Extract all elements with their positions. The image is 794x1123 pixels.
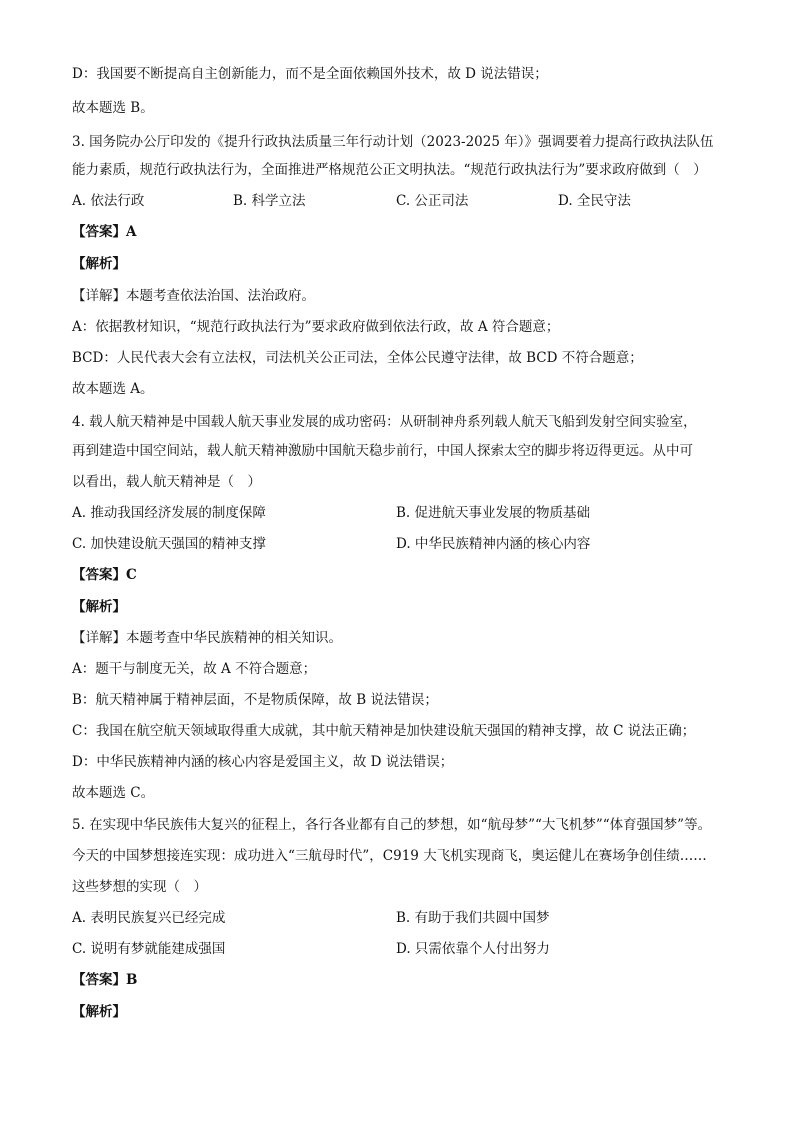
q3-option-a: A. 依法行政 bbox=[72, 193, 145, 209]
q4-explanation-b: B：航天精神属于精神层面，不是物质保障，故 B 说法错误； bbox=[72, 692, 438, 708]
q4-option-c: C. 加快建设航天强国的精神支撑 bbox=[72, 536, 266, 552]
q5-option-a: A. 表明民族复兴已经完成 bbox=[72, 910, 226, 926]
q4-option-a: A. 推动我国经济发展的制度保障 bbox=[72, 505, 266, 521]
q5-option-c: C. 说明有梦就能建成强国 bbox=[72, 941, 226, 957]
q3-option-c: C. 公正司法 bbox=[396, 193, 469, 209]
q5-stem-line-1: 5. 在实现中华民族伟大复兴的征程上，各行各业都有自己的梦想，如“航母梦”“大飞机梦”“体育强国梦”等。 bbox=[72, 817, 712, 833]
q2-option-d-explanation: D：我国要不断提高自主创新能力，而不是全面依赖国外技术，故 D 说法错误； bbox=[72, 66, 548, 82]
q3-analysis-heading: 【解析】 bbox=[72, 256, 126, 272]
q3-answer: 【答案】A bbox=[72, 224, 137, 240]
q4-stem-line-3: 以看出，载人航天精神是（ ） bbox=[72, 474, 261, 490]
q3-option-b: B. 科学立法 bbox=[233, 193, 306, 209]
q5-option-b: B. 有助于我们共圆中国梦 bbox=[396, 910, 550, 926]
q4-conclusion: 故本题选 C。 bbox=[72, 785, 155, 801]
q5-analysis-heading: 【解析】 bbox=[72, 1004, 126, 1020]
q4-option-d: D. 中华民族精神内涵的核心内容 bbox=[396, 536, 591, 552]
q5-stem-line-2: 今天的中国梦想接连实现：成功进入“三航母时代”，C919 大飞机实现商飞，奥运健儿在赛场争创佳绩…… bbox=[72, 848, 707, 864]
q4-explanation-c: C：我国在航空航天领域取得重大成就，其中航天精神是加快建设航天强国的精神支撑，故 C 说法正确； bbox=[72, 723, 696, 739]
q3-stem-line-2: 能力素质，规范行政执法行为，全面推进严格规范公正文明执法。“规范行政执法行为”要求政府做到（ ） bbox=[72, 162, 707, 178]
q4-stem-line-2: 再到建造中国空间站，载人航天精神激励中国航天稳步前行，中国人探索太空的脚步将迈得更远。从中可 bbox=[72, 443, 693, 459]
q4-explanation-d: D：中华民族精神内涵的核心内容是爱国主义，故 D 说法错误； bbox=[72, 754, 454, 770]
q4-explanation-a: A：题干与制度无关，故 A 不符合题意； bbox=[72, 661, 317, 677]
q3-detail: 【详解】本题考查依法治国、法治政府。 bbox=[72, 288, 315, 304]
q4-stem-line-1: 4. 载人航天精神是中国载人航天事业发展的成功密码：从研制神舟系列载人航天飞船到发射空间实验室， bbox=[72, 414, 697, 430]
q3-explanation-a: A：依据教材知识，“规范行政执法行为”要求政府做到依法行政，故 A 符合题意； bbox=[72, 319, 560, 335]
q3-option-d: D. 全民守法 bbox=[558, 193, 631, 209]
q4-answer: 【答案】C bbox=[72, 567, 137, 583]
q3-stem-line-1: 3. 国务院办公厅印发的《提升行政执法质量三年行动计划（2023-2025 年）》强调要着力提高行政执法队伍 bbox=[72, 134, 714, 150]
q4-option-b: B. 促进航天事业发展的物质基础 bbox=[396, 505, 591, 521]
q4-analysis-heading: 【解析】 bbox=[72, 599, 126, 615]
q5-option-d: D. 只需依靠个人付出努力 bbox=[396, 941, 550, 957]
q5-stem-line-3: 这些梦想的实现（ ） bbox=[72, 879, 207, 895]
q4-detail: 【详解】本题考查中华民族精神的相关知识。 bbox=[72, 630, 342, 646]
q2-conclusion: 故本题选 B。 bbox=[72, 100, 154, 116]
q5-answer: 【答案】B bbox=[72, 972, 138, 988]
q3-conclusion: 故本题选 A。 bbox=[72, 381, 154, 397]
q3-explanation-bcd: BCD：人民代表大会有立法权，司法机关公正司法，全体公民遵守法律，故 BCD 不符合题意； bbox=[72, 350, 643, 366]
